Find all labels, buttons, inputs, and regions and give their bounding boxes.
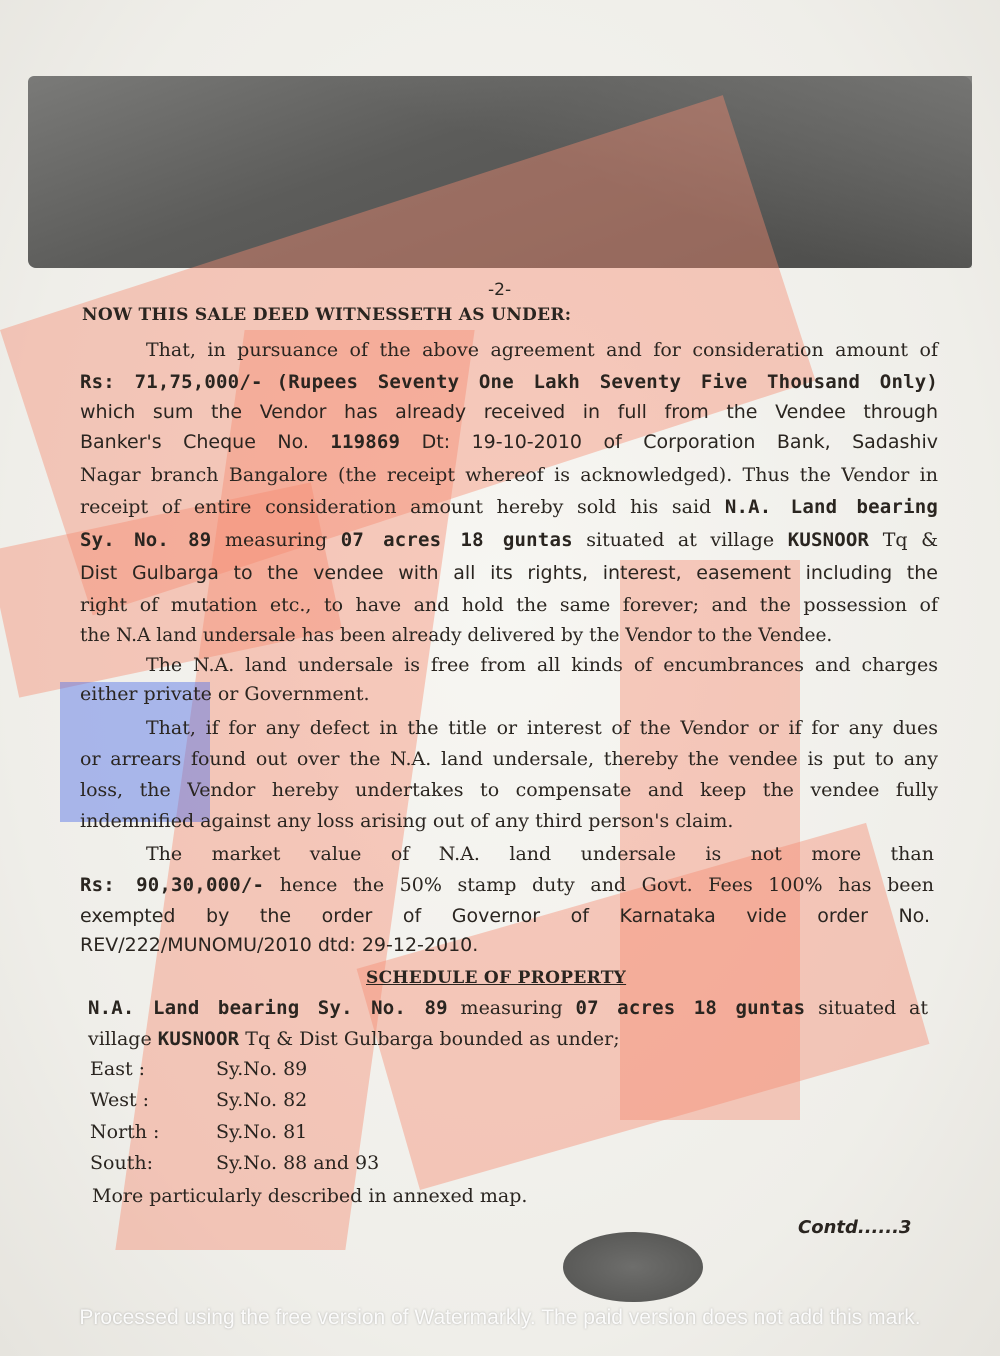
stamp-duty-text: hence the 50% stamp duty and Govt. Fees 100% has been: [279, 874, 935, 896]
cheque-details: Dt: 19-10-2010 of Corporation Bank, Sadashiv: [421, 431, 938, 453]
page-number: -2-: [488, 280, 512, 300]
para3-line4: indemnified against any loss arising out of any third person's claim.: [80, 810, 734, 832]
redacted-stamp: [563, 1232, 703, 1302]
boundary-value: Sy.No. 89: [216, 1058, 308, 1080]
para2-line2: either private or Government.: [80, 683, 370, 705]
boundary-value: Sy.No. 88 and 93: [216, 1152, 380, 1174]
watermark-text: Processed using the free version of Watermarkly. The paid version does not add this mark.: [79, 1306, 921, 1329]
boundary-direction: East :: [90, 1058, 146, 1080]
page-heading: NOW THIS SALE DEED WITNESSETH AS UNDER:: [82, 305, 572, 325]
schedule-area: 07 acres 18 guntas: [575, 997, 806, 1019]
schedule-line2: [88, 1027, 620, 1051]
para3-line3: loss, the Vendor hereby undertakes to compensate and keep the vendee fully: [80, 779, 938, 801]
boundary-direction: North :: [90, 1121, 160, 1143]
schedule-footer: More particularly described in annexed map.: [92, 1185, 528, 1207]
market-value: Rs: 90,30,000/-: [80, 874, 265, 896]
sale-amount-words: (Rupees Seventy One Lakh Seventy Five Thousand Only): [276, 371, 938, 393]
schedule-line1: [88, 996, 928, 1020]
measuring-label: measuring: [224, 529, 328, 551]
para1-line1: That, in pursuance of the above agreement and for consideration amount of: [146, 339, 938, 361]
para1-line4: [80, 430, 938, 454]
para1-line6: [80, 495, 938, 519]
para1-line7: [80, 528, 938, 552]
para4-line4: REV/222/MUNOMU/2010 dtd: 29-12-2010.: [80, 934, 479, 956]
para1-line8: Dist Gulbarga to the vendee with all its rights, interest, easement including the: [80, 562, 938, 584]
para2-line1: The N.A. land undersale is free from all kinds of encumbrances and charges: [146, 654, 938, 676]
village-label: situated at village: [586, 529, 775, 551]
cheque-label: Banker's Cheque No.: [80, 431, 309, 453]
schedule-land: N.A. Land bearing Sy. No. 89: [88, 997, 448, 1019]
para4-line3: exempted by the order of Governor of Karnataka vide order No.: [80, 905, 930, 927]
boundary-direction: West :: [90, 1089, 150, 1111]
boundary-value: Sy.No. 81: [216, 1121, 308, 1143]
para1-line10: the N.A land undersale has been already delivered by the Vendor to the Vendee.: [80, 625, 833, 646]
continued-marker: Contd......3: [798, 1217, 912, 1238]
para3-line2: or arrears found out over the N.A. land undersale, thereby the vendee is put to any: [80, 748, 938, 770]
para1-text: receipt of entire consideration amount hereby sold his said: [80, 496, 712, 518]
para1-line2: [80, 370, 938, 394]
schedule-measuring: measuring: [460, 997, 563, 1019]
schedule-village-label: village: [88, 1028, 152, 1050]
para1-line3: which sum the Vendor has already received in full from the Vendee through: [80, 401, 938, 423]
boundary-value: Sy.No. 82: [216, 1089, 308, 1111]
land-area: 07 acres 18 guntas: [340, 529, 573, 551]
para1-line9: right of mutation etc., to have and hold the same forever; and the possession of: [80, 594, 938, 616]
cheque-number: 119869: [330, 431, 401, 453]
taluk-label: Tq &: [882, 529, 939, 551]
para3-line1: That, if for any defect in the title or interest of the Vendor or if for any dues: [146, 717, 938, 739]
para4-line2: [80, 873, 934, 897]
land-bearing: N.A. Land bearing: [724, 496, 938, 518]
schedule-village-name: KUSNOOR: [157, 1028, 240, 1050]
schedule-bounded: Tq & Dist Gulbarga bounded as under;: [245, 1028, 620, 1050]
schedule-title: SCHEDULE OF PROPERTY: [366, 968, 627, 988]
survey-number: Sy. No. 89: [80, 529, 212, 551]
para1-line5: Nagar branch Bangalore (the receipt whereof is acknowledged). Thus the Vendor in: [80, 464, 938, 486]
village-name: KUSNOOR: [787, 529, 870, 551]
para4-line1: The market value of N.A. land undersale is not more than: [146, 843, 934, 865]
sale-amount: Rs: 71,75,000/-: [80, 371, 263, 393]
schedule-situated: situated at: [818, 997, 928, 1019]
boundary-direction: South:: [90, 1152, 153, 1174]
